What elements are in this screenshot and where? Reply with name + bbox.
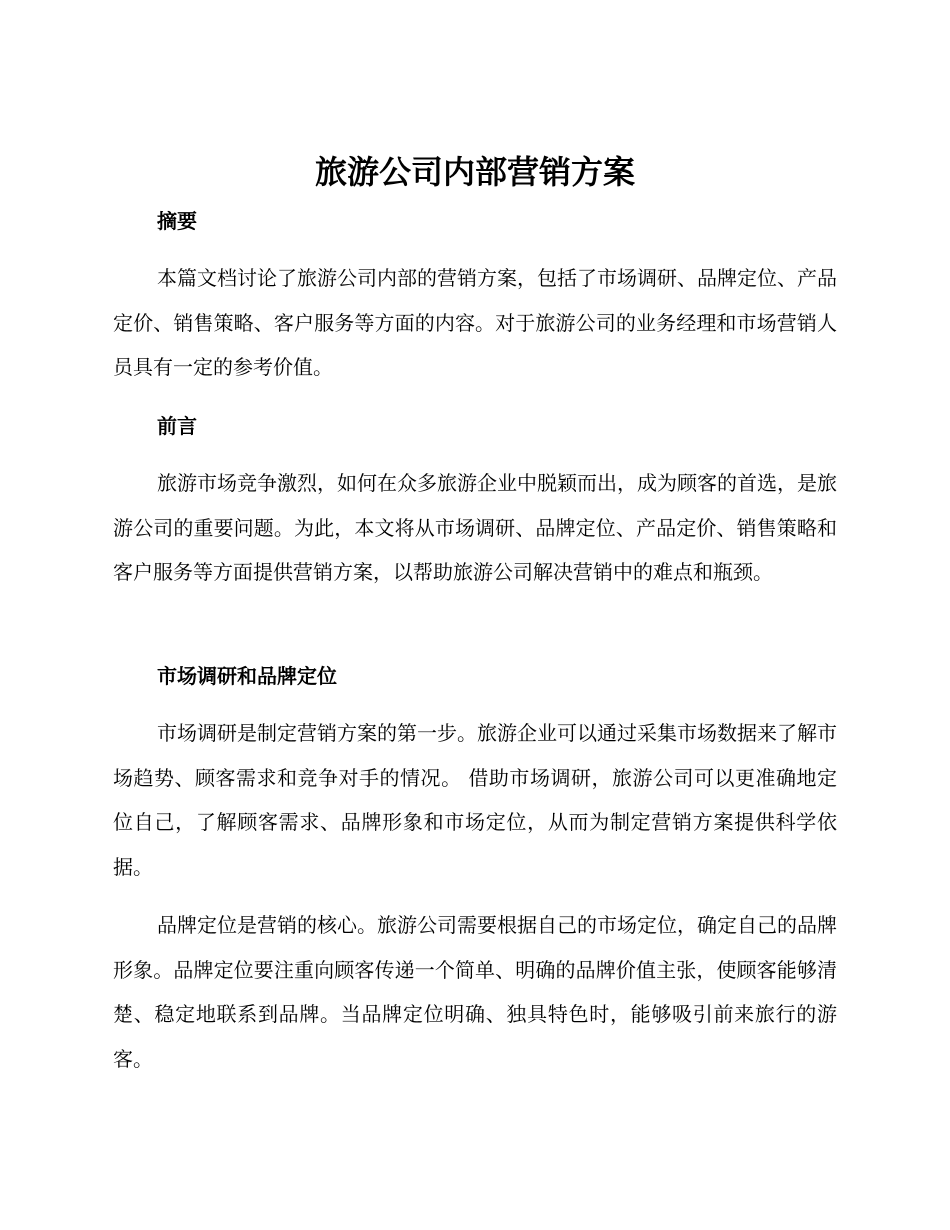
paragraph-abstract: 本篇文档讨论了旅游公司内部的营销方案，包括了市场调研、品牌定位、产品定价、销售策略、客户服务等方面的内容。对于旅游公司的业务经理和市场营销人员具有一定的参考价值。 <box>113 266 837 379</box>
section-heading-preface: 前言 <box>157 414 197 438</box>
paragraph-brand-positioning: 品牌定位是营销的核心。旅游公司需要根据自己的市场定位，确定自己的品牌形象。品牌定位要注重向顾客传递一个简单、明确的品牌价值主张，使顾客能够清楚、稳定地联系到品牌。当品牌定位明确、独具特色时，能够吸引前来旅行的游客。 <box>113 913 837 1071</box>
document-title: 旅游公司内部营销方案 <box>314 153 635 191</box>
paragraph-preface: 旅游市场竞争激烈，如何在众多旅游企业中脱颖而出，成为顾客的首选，是旅游公司的重要问题。为此，本文将从市场调研、品牌定位、产品定价、销售策略和客户服务等方面提供营销方案，以帮助旅游公司解决营销中的难点和瓶颈。 <box>113 471 837 584</box>
section-heading-abstract: 摘要 <box>157 209 197 233</box>
section-heading-market-research: 市场调研和品牌定位 <box>157 664 337 688</box>
paragraph-market-research: 市场调研是制定营销方案的第一步。旅游企业可以通过采集市场数据来了解市场趋势、顾客需求和竞争对手的情况。 借助市场调研，旅游公司可以更准确地定位自己，了解顾客需求、品牌形象和市场定位，从而为制定营销方案提供科学依据。 <box>113 721 837 879</box>
